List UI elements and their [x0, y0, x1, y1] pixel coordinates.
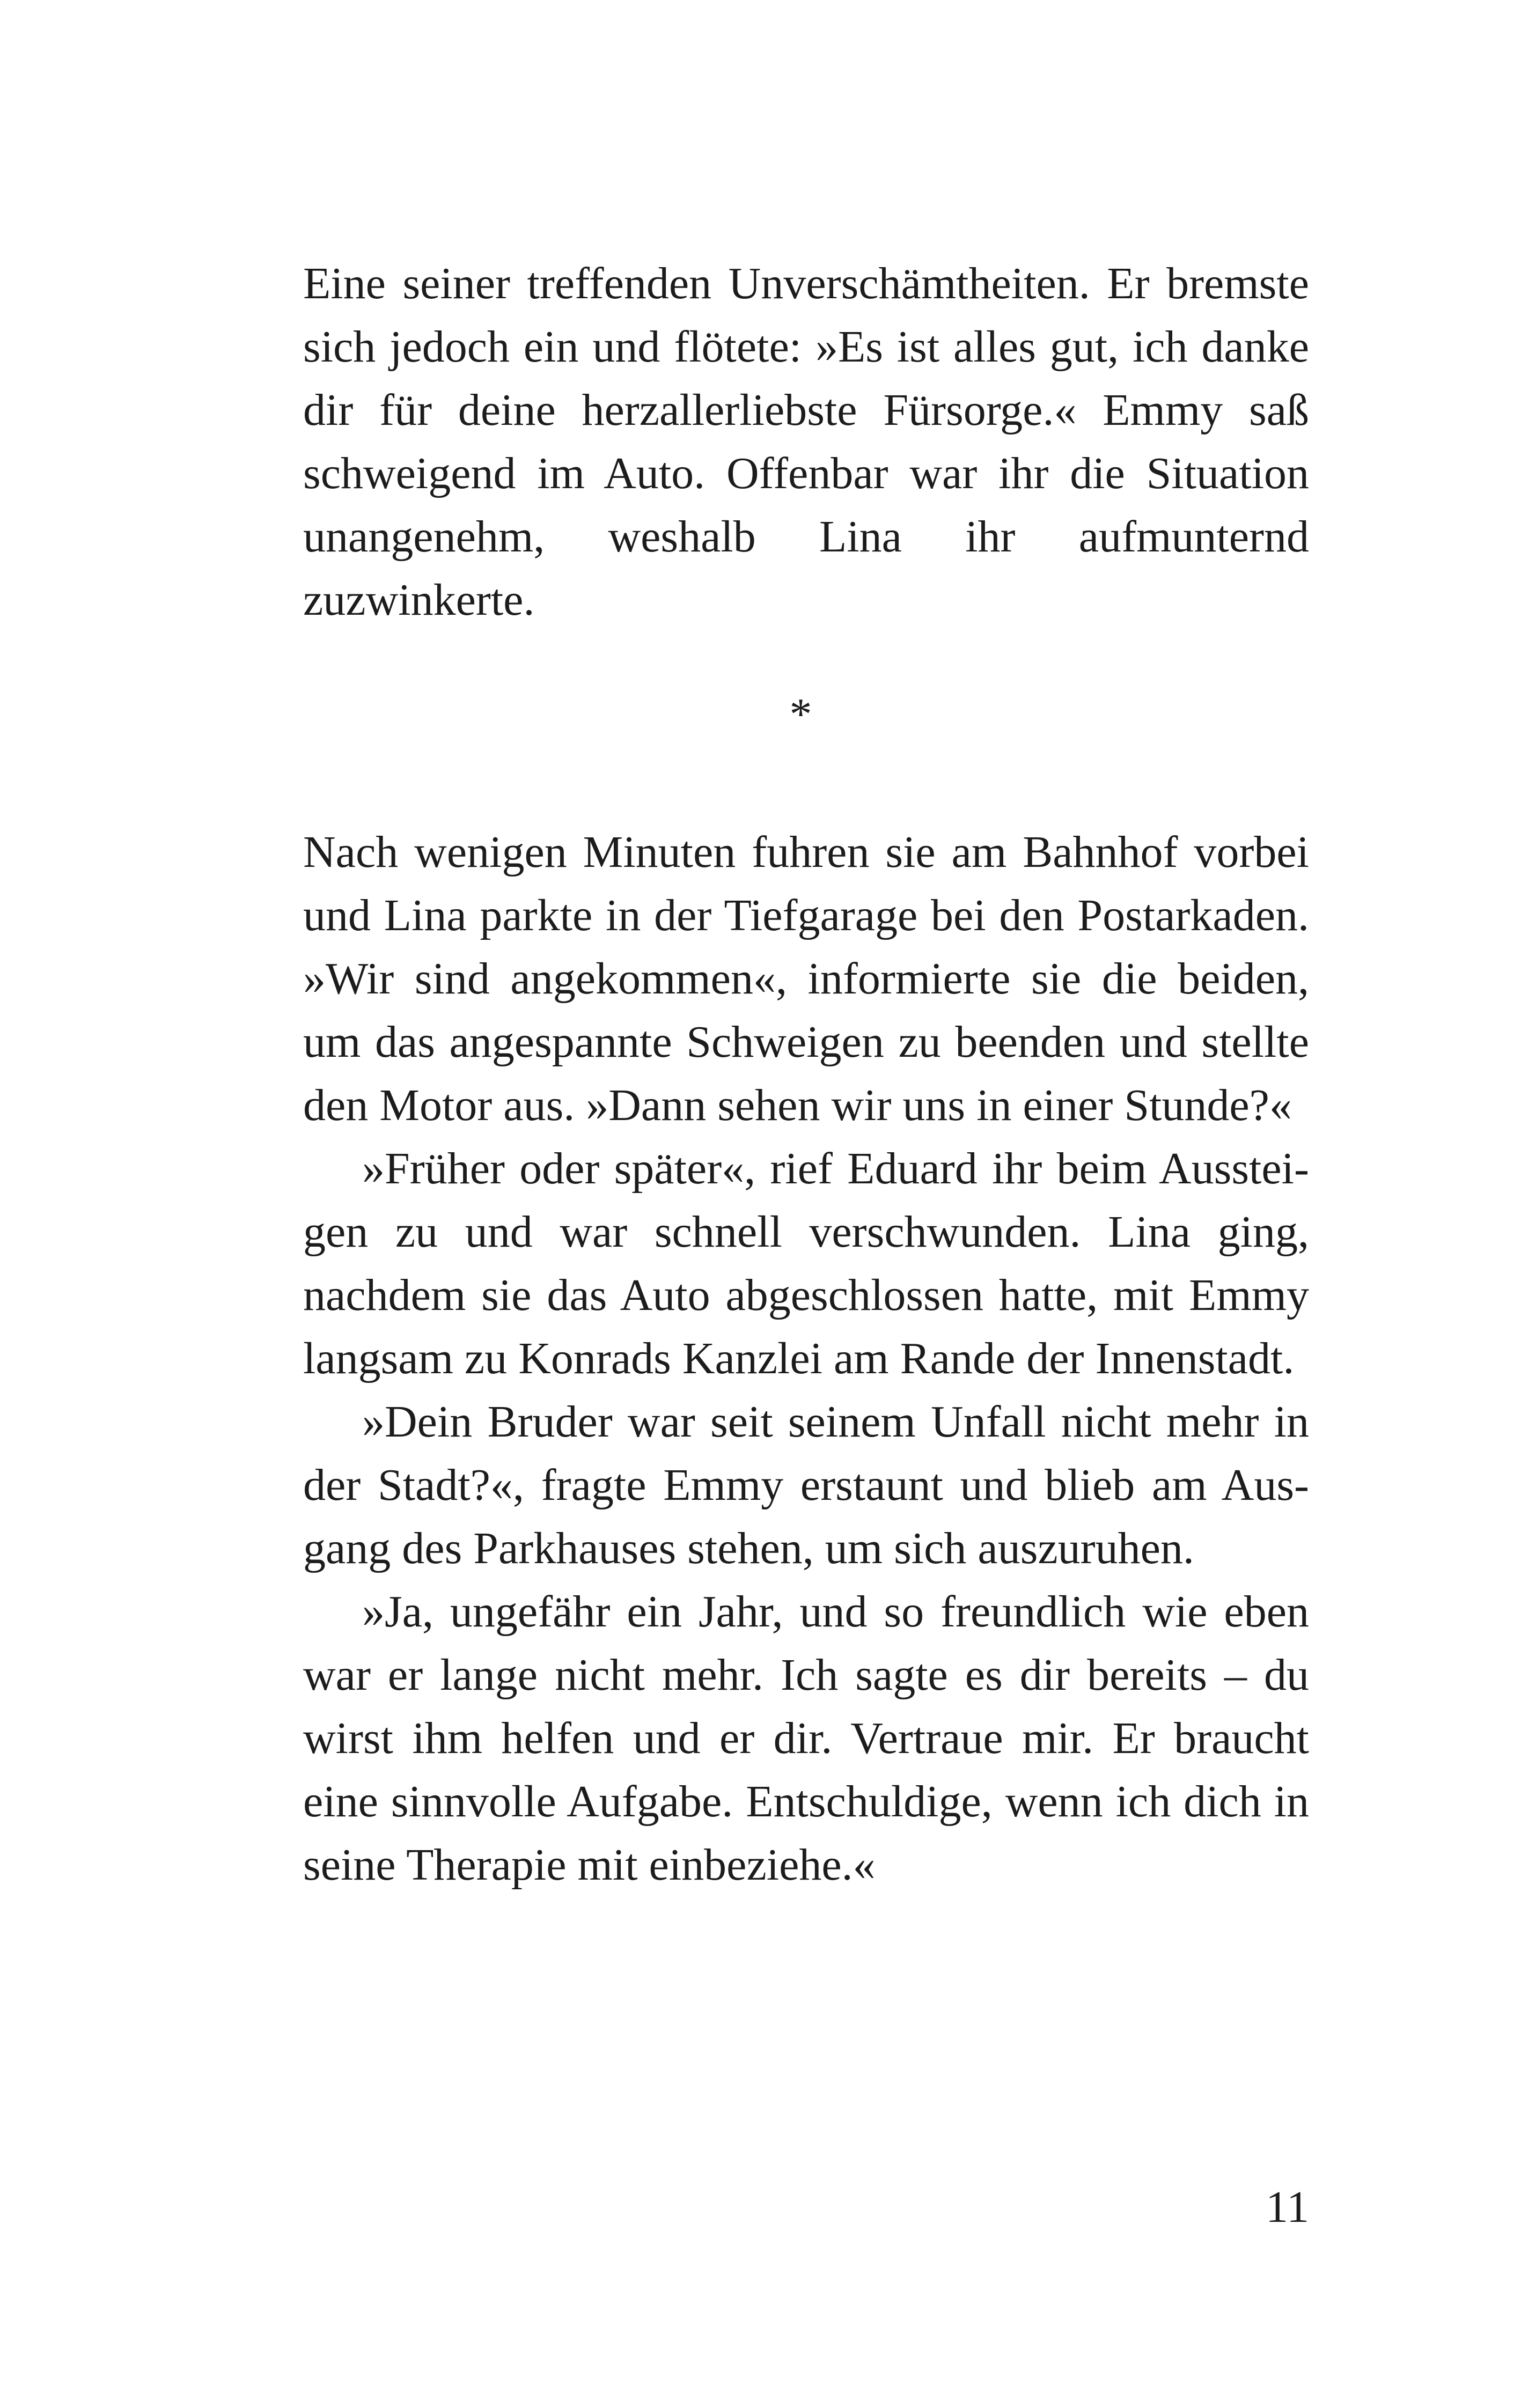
paragraph-2: Nach wenigen Minuten fuhren sie am Bahnhof vorbei und Lina parkte in der Tiefgarage bei den Postarkaden. »Wir sind angekommen«, informierte sie die beiden, um das angespannte Schweigen zu beenden und stellte den Motor aus. »Dann sehen wir uns in einer Stunde?« [303, 827, 1309, 1130]
text-block-top [303, 252, 1309, 632]
page-number: 11 [1266, 2182, 1309, 2232]
paragraph-1: Eine seiner treffenden Unverschämtheiten. Er bremste sich jedoch ein und flötete: »Es ist alles gut, ich danke dir für deine herzallerliebste Fürsorge.« Emmy saß schweigend im Auto. Offenbar war ihr die Situation unangenehm, weshalb Lina ihr aufmunternd zuzwinkerte. [303, 259, 1309, 625]
paragraph-3: »Früher oder später«, rief Eduard ihr beim Aussteigen zu und war schnell verschwunden. Lina ging, nachdem sie das Auto abgeschlossen hatte, mit Emmy langsam zu Konrads Kanzlei am Rande der Innenstadt. [303, 1144, 1309, 1383]
section-separator: * [789, 689, 812, 739]
text-block-bottom [303, 821, 1309, 1897]
paragraph-4: »Dein Bruder war seit seinem Unfall nicht mehr in der Stadt?«, fragte Emmy erstaunt und blieb am Ausgang des Parkhauses stehen, um sich auszuruhen. [303, 1397, 1309, 1573]
paragraph-5: »Ja, ungefähr ein Jahr, und so freundlich wie eben war er lange nicht mehr. Ich sagte es dir bereits – du wirst ihm helfen und er dir. Vertraue mir. Er braucht eine sinnvolle Aufgabe. Entschuldige, wenn ich dich in seine Therapie mit einbeziehe.« [303, 1587, 1309, 1890]
